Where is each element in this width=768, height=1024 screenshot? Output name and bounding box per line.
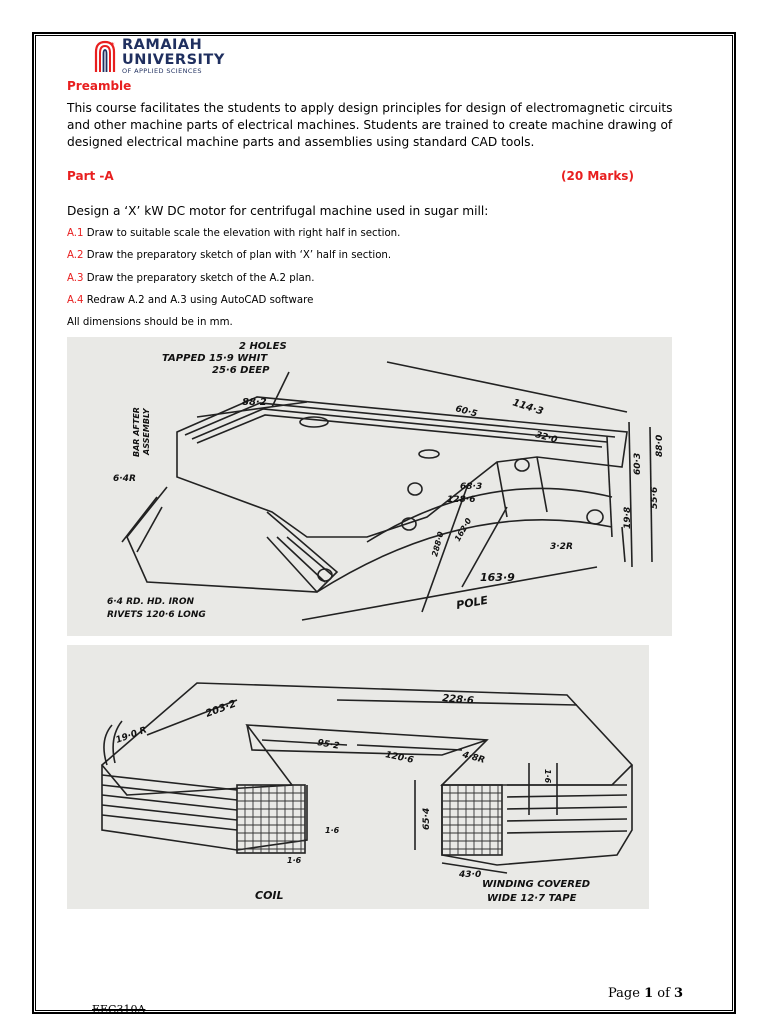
task-a2 [67, 249, 391, 263]
fig1-dim-1639: 163·9 [480, 571, 515, 584]
fig1-label-rivets1: 6·4 RD. HD. IRON [107, 597, 195, 607]
task-a1 [67, 227, 400, 241]
fig2-dim-16a: 1·6 [325, 826, 340, 835]
fig2-label-winding1: WINDING COVERED [482, 879, 591, 890]
course-code: EEC310A [92, 1003, 146, 1016]
coil-drawing-figure [67, 645, 649, 909]
page-prefix: Page [608, 986, 645, 1001]
fig1-dim-1143: 114·3 [511, 397, 545, 418]
logo-name-line2: UNIVERSITY [122, 51, 225, 68]
fig2-dim-2286: 228·6 [441, 693, 475, 707]
page-total: 3 [674, 986, 684, 1001]
task-number: A.3 [67, 273, 84, 284]
part-a-marks: (20 Marks) [561, 169, 634, 183]
fig1-label-tapped: TAPPED 15·9 WHIT [162, 353, 268, 364]
fig2-dim-190r: 19·0 R [114, 725, 149, 746]
task-text: Redraw A.2 and A.3 using AutoCAD software [83, 295, 314, 306]
task-number: A.1 [67, 228, 84, 239]
fig1-dim-603: 60·3 [633, 452, 643, 475]
task-number: A.2 [67, 250, 84, 261]
preamble-heading: Preamble [67, 79, 132, 93]
fig1-label-rivets2: RIVETS 120·6 LONG [107, 610, 206, 620]
fig2-label-coil: COIL [255, 889, 284, 902]
fig1-dim-1620: 162·0 [452, 516, 474, 543]
fig1-dim-882: 88·2 [242, 397, 267, 408]
fig1-dim-320: 32·0 [534, 430, 559, 446]
fig2-dim-654: 65·4 [422, 807, 432, 830]
fig1-dim-1286: 128·6 [447, 495, 476, 505]
page-current: 1 [644, 986, 654, 1001]
logo-name-line1: RAMAIAH [122, 37, 203, 53]
part-a-intro: Design a ‘X’ kW DC motor for centrifugal machine used in sugar mill: [67, 204, 489, 218]
fig2-dim-16c: 1·6 [543, 769, 552, 784]
page-of: of [653, 986, 675, 1001]
logo-tagline: OF APPLIED SCIENCES [122, 67, 202, 75]
fig1-dim-605: 60·5 [454, 404, 479, 420]
part-a-heading: Part -A [67, 169, 114, 183]
fig1-dim-198: 19·8 [623, 506, 633, 529]
task-text: Draw the preparatory sketch of plan with ‘X’ half in section. [83, 250, 392, 261]
fig1-dim-32r: 3·2R [550, 542, 573, 552]
fig1-dim-880: 88·0 [655, 434, 665, 457]
logo-emblem-icon [92, 38, 118, 74]
dimensions-note: All dimensions should be in mm. [67, 317, 233, 328]
fig2-label-winding2: WIDE 12·7 TAPE [487, 893, 577, 904]
fig2-dim-430: 43·0 [459, 870, 482, 880]
pole-drawing-figure [67, 337, 672, 636]
fig1-dim-2880: 288·0 [430, 530, 446, 558]
fig1-label-deep: 25·6 DEEP [212, 365, 270, 376]
fig1-label-bar-after: BAR AFTER [132, 407, 141, 457]
task-number: A.4 [67, 295, 84, 306]
svg-text:*: * [111, 41, 115, 50]
page-number [608, 986, 683, 1001]
task-text: Draw the preparatory sketch of the A.2 plan. [83, 273, 315, 284]
preamble-text: This course facilitates the students to apply design principles for design of electromagnetic circuits and other machine parts of electrical machines. Students are trained to create machine drawing of designed electrical machine parts and assemblies using standard CAD tools. [67, 101, 673, 149]
fig1-dim-64r: 6·4R [113, 474, 136, 484]
fig2-dim-952: 95·2 [316, 738, 341, 752]
task-a3 [67, 272, 314, 286]
fig1-label-assembly: ASSEMBLY [142, 408, 151, 455]
fig1-dim-683: 68·3 [460, 482, 483, 492]
task-text: Draw to suitable scale the elevation with right half in section. [83, 228, 401, 239]
fig2-dim-1206: 120·6 [384, 750, 415, 766]
task-a4 [67, 294, 313, 308]
fig2-dim-2032: 203·2 [204, 698, 238, 720]
fig2-dim-48r: 4·8R [461, 750, 486, 766]
fig1-label-pole: POLE [455, 593, 489, 612]
fig1-dim-556: 55·6 [650, 486, 660, 509]
fig1-label-holes: 2 HOLES [239, 341, 287, 352]
university-logo [92, 38, 225, 75]
fig2-dim-16b: 1·6 [287, 856, 302, 865]
